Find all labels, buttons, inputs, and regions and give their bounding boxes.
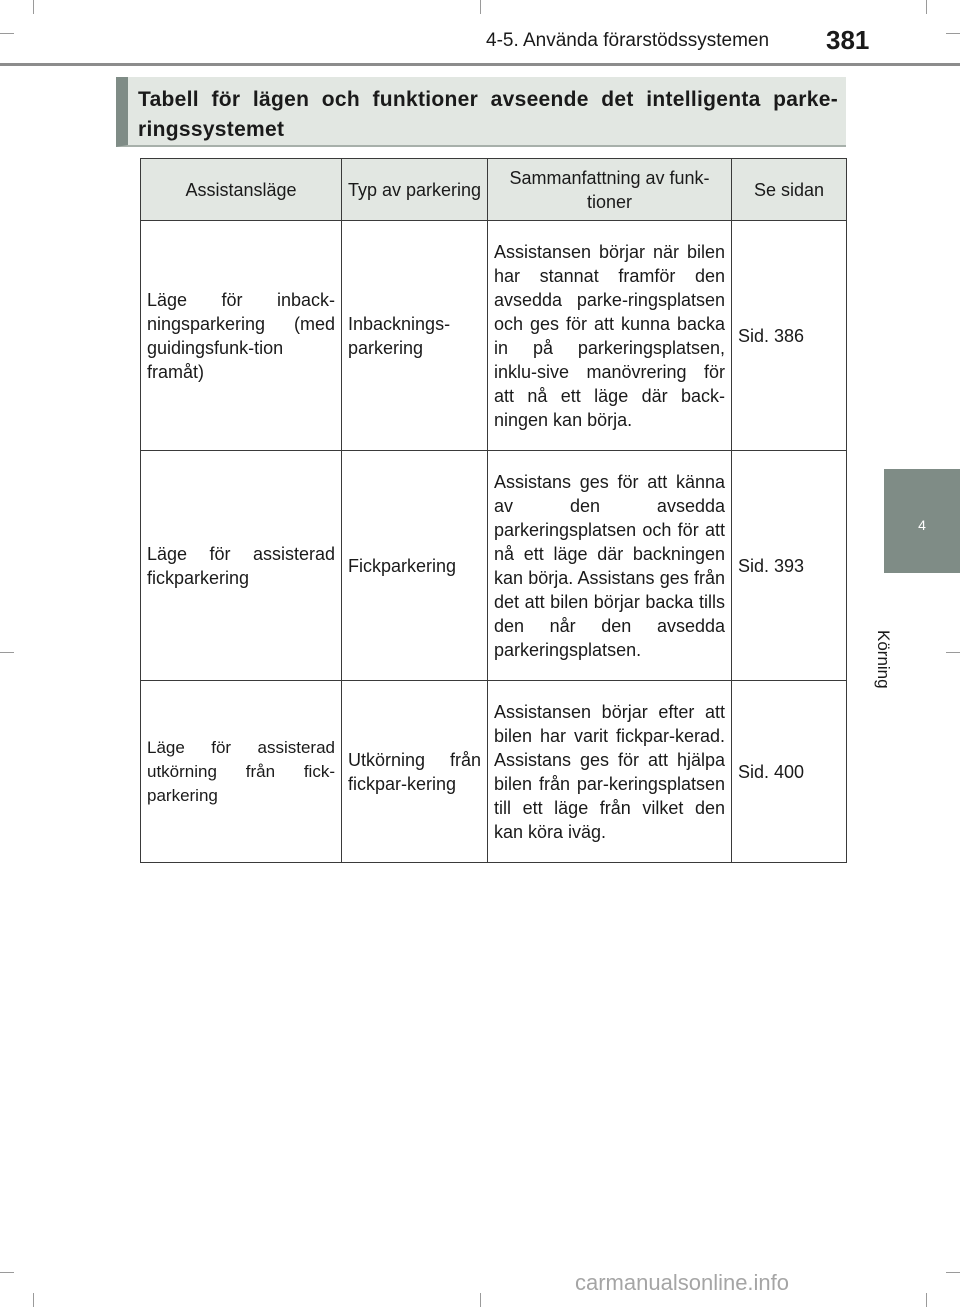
crop-mark	[946, 33, 960, 34]
table-header-row	[141, 159, 847, 221]
crop-mark	[0, 33, 14, 34]
summary-cell: Assistansen börjar efter att bilen har varit fickpar-kerad. Assistans ges för att hjälpa bilen från par-keringsplatsen till ett läge från vilket den kan köra iväg.	[488, 681, 732, 863]
crop-mark	[480, 0, 481, 14]
page-ref-cell: Sid. 386	[732, 221, 847, 451]
mode-cell: Läge för inback-ningsparkering (med guidingsfunk-tion framåt)	[141, 221, 342, 451]
mode-cell: Läge för assisterad utkörning från fick-parkering	[141, 681, 342, 863]
type-cell: Fickparkering	[342, 451, 488, 681]
running-header: 4-5. Använda förarstödssystemen	[486, 30, 770, 51]
table-row	[141, 451, 847, 681]
summary-cell: Assistans ges för att känna av den avsedda parkeringsplatsen och för att nå ett läge där backningen kan börja. Assistans ges från det att bilen börjar backa tills den når den avsedda parkeringsplatsen.	[488, 451, 732, 681]
crop-mark	[33, 1293, 34, 1307]
watermark: carmanualsonline.info	[575, 1270, 790, 1295]
column-header: Se sidan	[732, 159, 847, 221]
crop-mark	[926, 1293, 927, 1307]
column-header: Sammanfattning av funk-tioner	[488, 159, 732, 221]
chapter-tab	[884, 469, 960, 573]
type-cell: Utkörning från fickpar-kering	[342, 681, 488, 863]
mode-cell: Läge för assisterad fickparkering	[141, 451, 342, 681]
summary-cell: Assistansen börjar när bilen har stannat framför den avsedda parke-ringsplatsen och ges för att kunna backa in på parkeringsplatsen, inklu-sive manövrering för att nå ett läge där back-ningen kan börja.	[488, 221, 732, 451]
header-rule	[0, 63, 960, 66]
table-row	[141, 681, 847, 863]
crop-mark	[946, 1272, 960, 1273]
section-heading-text: Tabell för lägen och funktioner avseende det intelligenta parke-ringssystemet	[138, 88, 838, 141]
section-heading	[116, 77, 846, 147]
crop-mark	[946, 652, 960, 653]
crop-mark	[0, 1272, 14, 1273]
page-ref-cell: Sid. 400	[732, 681, 847, 863]
page-ref-cell: Sid. 393	[732, 451, 847, 681]
chapter-label: Körning	[874, 630, 893, 689]
page-number: 381	[826, 25, 870, 55]
table-row	[141, 221, 847, 451]
column-header: Typ av parkering	[342, 159, 488, 221]
crop-mark	[926, 0, 927, 14]
parking-modes-table	[140, 158, 847, 863]
column-header: Assistansläge	[141, 159, 342, 221]
type-cell: Inbacknings-parkering	[342, 221, 488, 451]
crop-mark	[480, 1293, 481, 1307]
crop-mark	[33, 0, 34, 14]
chapter-number: 4	[918, 517, 926, 533]
crop-mark	[0, 652, 14, 653]
